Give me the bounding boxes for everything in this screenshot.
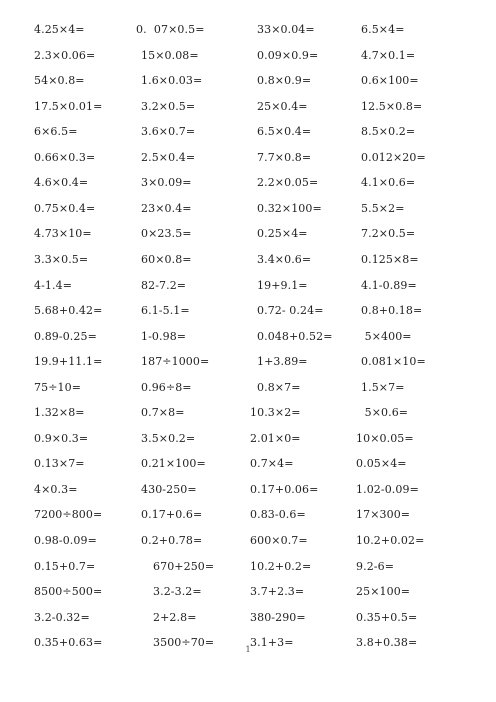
exercise-row (0, 481, 496, 499)
exercise-item: 2.3×0.06= (34, 48, 96, 62)
exercise-item: 9.2-6= (356, 559, 395, 573)
exercise-item: 7.7×0.8= (257, 150, 312, 164)
exercise-item: 1.6×0.03= (141, 74, 203, 88)
exercise-item: 75÷10= (34, 380, 82, 394)
exercise-item: 1.5×7= (361, 380, 405, 394)
exercise-item: 0.72- 0.24= (257, 304, 324, 318)
exercise-row (0, 404, 496, 422)
exercise-item: 0.83-0.6= (250, 508, 306, 522)
exercise-row (0, 506, 496, 524)
exercise-item: 3.5×0.2= (141, 431, 196, 445)
exercise-item: 12.5×0.8= (361, 99, 423, 113)
exercise-row (0, 353, 496, 371)
exercise-row (0, 149, 496, 167)
exercise-row (0, 47, 496, 65)
exercise-item: 3.2-0.32= (34, 610, 90, 624)
exercise-item: 0.17+0.06= (250, 482, 319, 496)
exercise-row (0, 98, 496, 116)
exercise-item: 0.66×0.3= (34, 150, 96, 164)
exercise-item: 0.7×4= (250, 457, 294, 471)
exercise-item: 4.25×4= (34, 23, 85, 36)
exercise-item: 4.6×0.4= (34, 176, 89, 190)
exercise-item: 3.1+3= (250, 636, 294, 650)
exercise-item: 0×23.5= (141, 227, 192, 241)
exercise-row (0, 583, 496, 601)
exercise-row (0, 302, 496, 320)
exercise-item: 7.2×0.5= (361, 227, 416, 241)
exercise-item: 10.3×2= (250, 406, 301, 420)
exercise-row (0, 277, 496, 295)
exercise-item: 3.8+0.38= (356, 636, 418, 650)
exercise-item: 3.7+2.3= (250, 585, 305, 599)
exercise-item: 0.09×0.9= (257, 48, 319, 62)
exercise-item: 25×0.4= (257, 99, 308, 113)
exercise-item: 0.21×100= (141, 457, 206, 471)
exercise-item: 0.6×100= (361, 74, 419, 88)
exercise-row (0, 21, 496, 39)
page-number: 1 (245, 645, 251, 654)
exercise-row (0, 328, 496, 346)
exercise-item: 5×400= (361, 329, 412, 343)
exercise-item: 3.2-3.2= (153, 585, 202, 599)
exercise-item: 0.13×7= (34, 457, 85, 471)
exercise-row (0, 251, 496, 269)
exercise-item: 3×0.09= (141, 176, 192, 190)
exercise-row (0, 532, 496, 550)
exercise-row (0, 609, 496, 627)
exercise-item: 3.6×0.7= (141, 125, 196, 139)
exercise-row (0, 225, 496, 243)
exercise-item: 3.4×0.6= (257, 252, 312, 266)
exercise-item: 15×0.08= (141, 48, 199, 62)
exercise-item: 4.1×0.6= (361, 176, 416, 190)
exercise-item: 0.35+0.5= (356, 610, 418, 624)
exercise-item: 0.96÷8= (141, 380, 192, 394)
exercise-item: 0.32×100= (257, 201, 322, 215)
exercise-item: 430-250= (141, 482, 197, 496)
exercise-item: 7200÷800= (34, 508, 103, 522)
exercise-row (0, 430, 496, 448)
exercise-item: 0.05×4= (356, 457, 407, 471)
exercise-item: 0.048+0.52= (257, 329, 333, 343)
exercise-item: 10×0.05= (356, 431, 414, 445)
exercise-item: 4×0.3= (34, 482, 78, 496)
exercise-item: 10.2+0.02= (356, 534, 425, 547)
exercise-row (0, 558, 496, 576)
exercise-item: 2.2×0.05= (257, 176, 319, 190)
exercise-item: 600×0.7= (250, 534, 308, 547)
exercise-item: 3.3×0.5= (34, 252, 89, 266)
exercise-item: 6.1-5.1= (141, 304, 190, 318)
exercise-item: 5.68+0.42= (34, 304, 103, 318)
exercise-item: 5×0.6= (361, 406, 409, 420)
exercise-item: 60×0.8= (141, 252, 192, 266)
exercise-item: 10.2+0.2= (250, 559, 312, 573)
exercise-row (0, 72, 496, 90)
exercise-item: 8500÷500= (34, 585, 103, 599)
exercise-item: 0.125×8= (361, 252, 419, 266)
exercise-row (0, 174, 496, 192)
exercise-item: 0.98-0.09= (34, 534, 97, 547)
exercise-item: 4.7×0.1= (361, 48, 416, 62)
exercise-item: 0.89-0.25= (34, 329, 97, 343)
exercise-item: 380-290= (250, 610, 306, 624)
exercise-item: 0.9×0.3= (34, 431, 89, 445)
exercise-item: 4.73×10= (34, 227, 92, 241)
exercise-item: 6×6.5= (34, 125, 78, 139)
exercise-item: 2.01×0= (250, 431, 301, 445)
exercise-row (0, 123, 496, 141)
exercise-item: 3500÷70= (153, 636, 215, 650)
exercise-item: 0.8×0.9= (257, 74, 312, 88)
exercise-item: 6.5×4= (361, 23, 405, 36)
exercise-item: 1+3.89= (257, 355, 308, 369)
exercise-item: 8.5×0.2= (361, 125, 416, 139)
exercise-item: 0.17+0.6= (141, 508, 203, 522)
exercise-item: 0.7×8= (141, 406, 185, 420)
exercise-item: 0.081×10= (361, 355, 426, 369)
exercise-item: 54×0.8= (34, 74, 85, 88)
exercise-row (0, 379, 496, 397)
exercise-item: 82-7.2= (141, 278, 187, 292)
exercise-item: 2+2.8= (153, 610, 197, 624)
exercise-item: 2.5×0.4= (141, 150, 196, 164)
exercise-item: 1.32×8= (34, 406, 85, 420)
exercise-item: 0.012×20= (361, 150, 426, 164)
exercise-item: 5.5×2= (361, 201, 405, 215)
exercise-row (0, 455, 496, 473)
exercise-item: 17×300= (356, 508, 411, 522)
exercise-item: 0.2+0.78= (141, 534, 203, 547)
exercise-item: 17.5×0.01= (34, 99, 103, 113)
exercise-item: 19+9.1= (257, 278, 308, 292)
exercise-item: 0.35+0.63= (34, 636, 103, 650)
exercise-item: 3.2×0.5= (141, 99, 196, 113)
exercise-item: 1.02-0.09= (356, 482, 419, 496)
exercise-item: 0.75×0.4= (34, 201, 96, 215)
exercise-item: 0.25×4= (257, 227, 308, 241)
exercise-row (0, 200, 496, 218)
exercise-item: 670+250= (153, 559, 215, 573)
exercise-item: 6.5×0.4= (257, 125, 312, 139)
exercise-item: 19.9+11.1= (34, 355, 103, 369)
exercise-item: 1-0.98= (141, 329, 187, 343)
exercise-item: 4.1-0.89= (361, 278, 417, 292)
exercise-item: 33×0.04= (257, 23, 315, 36)
exercise-item: 0.8×7= (257, 380, 301, 394)
exercise-item: 0.8+0.18= (361, 304, 423, 318)
exercise-item: 187÷1000= (141, 355, 210, 369)
exercise-item: 23×0.4= (141, 201, 192, 215)
exercise-item: 0. 07×0.5= (136, 23, 205, 36)
exercise-item: 4-1.4= (34, 278, 73, 292)
exercise-item: 25×100= (356, 585, 411, 599)
exercise-item: 0.15+0.7= (34, 559, 96, 573)
